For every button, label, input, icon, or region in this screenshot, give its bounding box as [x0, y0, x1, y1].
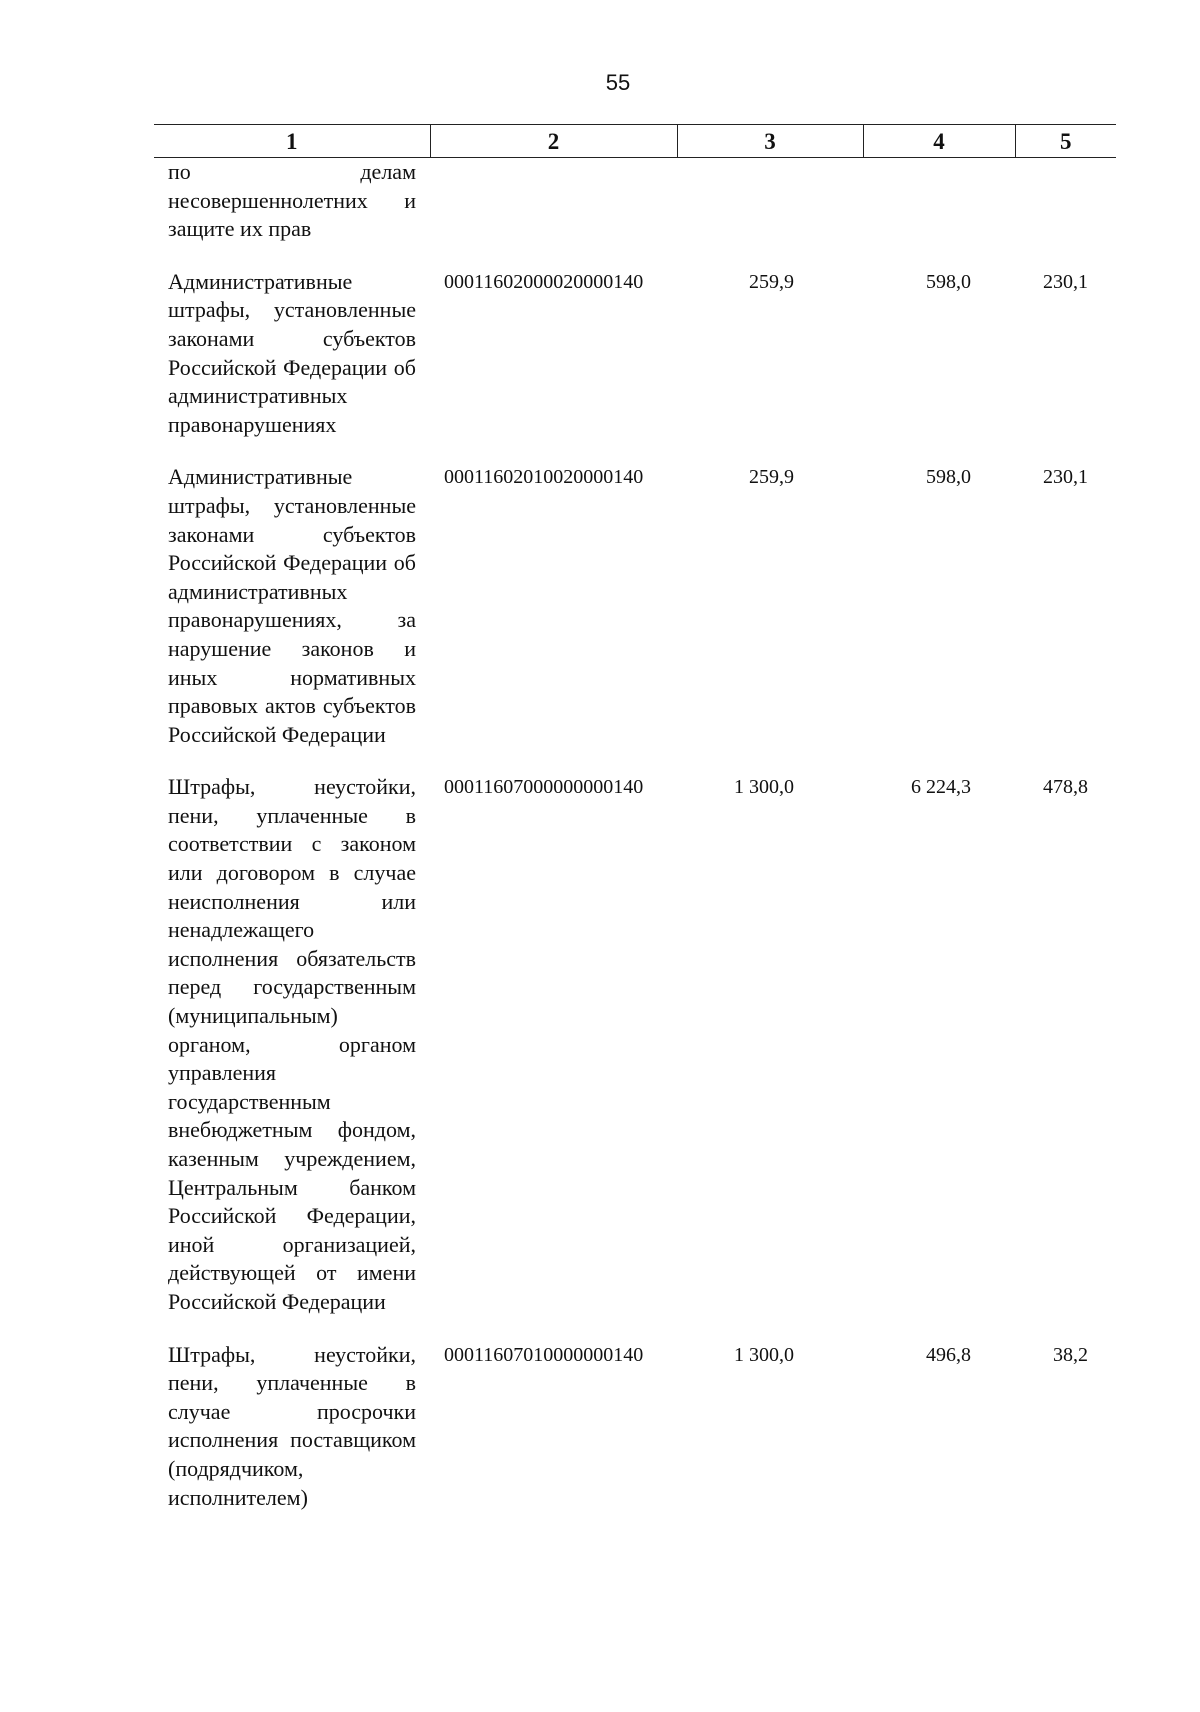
- row-value-4: 6 224,3: [911, 776, 971, 799]
- table-header-row: [154, 125, 1116, 158]
- table-row: [154, 268, 1116, 440]
- row-value-4: [863, 158, 1015, 244]
- budget-table: [154, 124, 1116, 1512]
- row-name: Штрафы, неустойки, пени, уплаченные в соответствии с законом или договором в случае неисполнения или ненадлежащего исполнения обязательств перед государственным (муниципальным) органом, органом управления государственным внебюджетным фондом, казенным учреждением, Центральным банком Российской Федерации, иной организацией, действующей от имени Российской Федерации: [168, 774, 416, 1314]
- row-name: Штрафы, неустойки, пени, уплаченные в случае просрочки исполнения поставщиком (подрядчиком, исполнителем): [168, 1341, 416, 1510]
- row-value-5: 478,8: [1043, 776, 1088, 799]
- row-spacer: [154, 749, 1116, 773]
- column-header-1: 1: [154, 125, 430, 158]
- row-value-4: 598,0: [926, 270, 971, 293]
- row-name: по делам несовершеннолетних и защите их прав: [168, 159, 416, 242]
- row-spacer: [154, 1317, 1116, 1341]
- table-row: [154, 773, 1116, 1316]
- row-code: 00011602000020000140: [444, 270, 644, 293]
- row-value-5: [1015, 158, 1116, 244]
- row-value-3: 1 300,0: [734, 1343, 794, 1366]
- row-code: 00011607000000000140: [444, 776, 644, 799]
- row-value-5: 38,2: [1053, 1343, 1088, 1366]
- row-value-3: 259,9: [749, 270, 794, 293]
- row-value-5: 230,1: [1043, 270, 1088, 293]
- budget-table-container: [154, 124, 1116, 1512]
- table-row: [154, 158, 1116, 244]
- row-value-3: 1 300,0: [734, 776, 794, 799]
- row-value-4: 598,0: [926, 466, 971, 489]
- column-header-3: 3: [677, 125, 863, 158]
- table-row: [154, 1341, 1116, 1513]
- row-spacer: [154, 244, 1116, 268]
- row-spacer: [154, 439, 1116, 463]
- row-code: [430, 158, 677, 244]
- row-name: Административные штрафы, установленные законами субъектов Российской Федерации об административных правонарушениях, за нарушение законов и иных нормативных правовых актов субъектов Российской Федерации: [168, 464, 416, 747]
- table-row: [154, 463, 1116, 749]
- row-name: Административные штрафы, установленные законами субъектов Российской Федерации об административных правонарушениях: [168, 268, 416, 437]
- row-value-3: 259,9: [749, 466, 794, 489]
- row-code: 00011602010020000140: [444, 466, 644, 489]
- column-header-5: 5: [1015, 125, 1116, 158]
- column-header-4: 4: [863, 125, 1015, 158]
- page-number: 55: [605, 70, 631, 95]
- row-code: 00011607010000000140: [444, 1343, 644, 1366]
- column-header-2: 2: [430, 125, 677, 158]
- row-value-3: [677, 158, 863, 244]
- row-value-5: 230,1: [1043, 466, 1088, 489]
- row-value-4: 496,8: [926, 1343, 971, 1366]
